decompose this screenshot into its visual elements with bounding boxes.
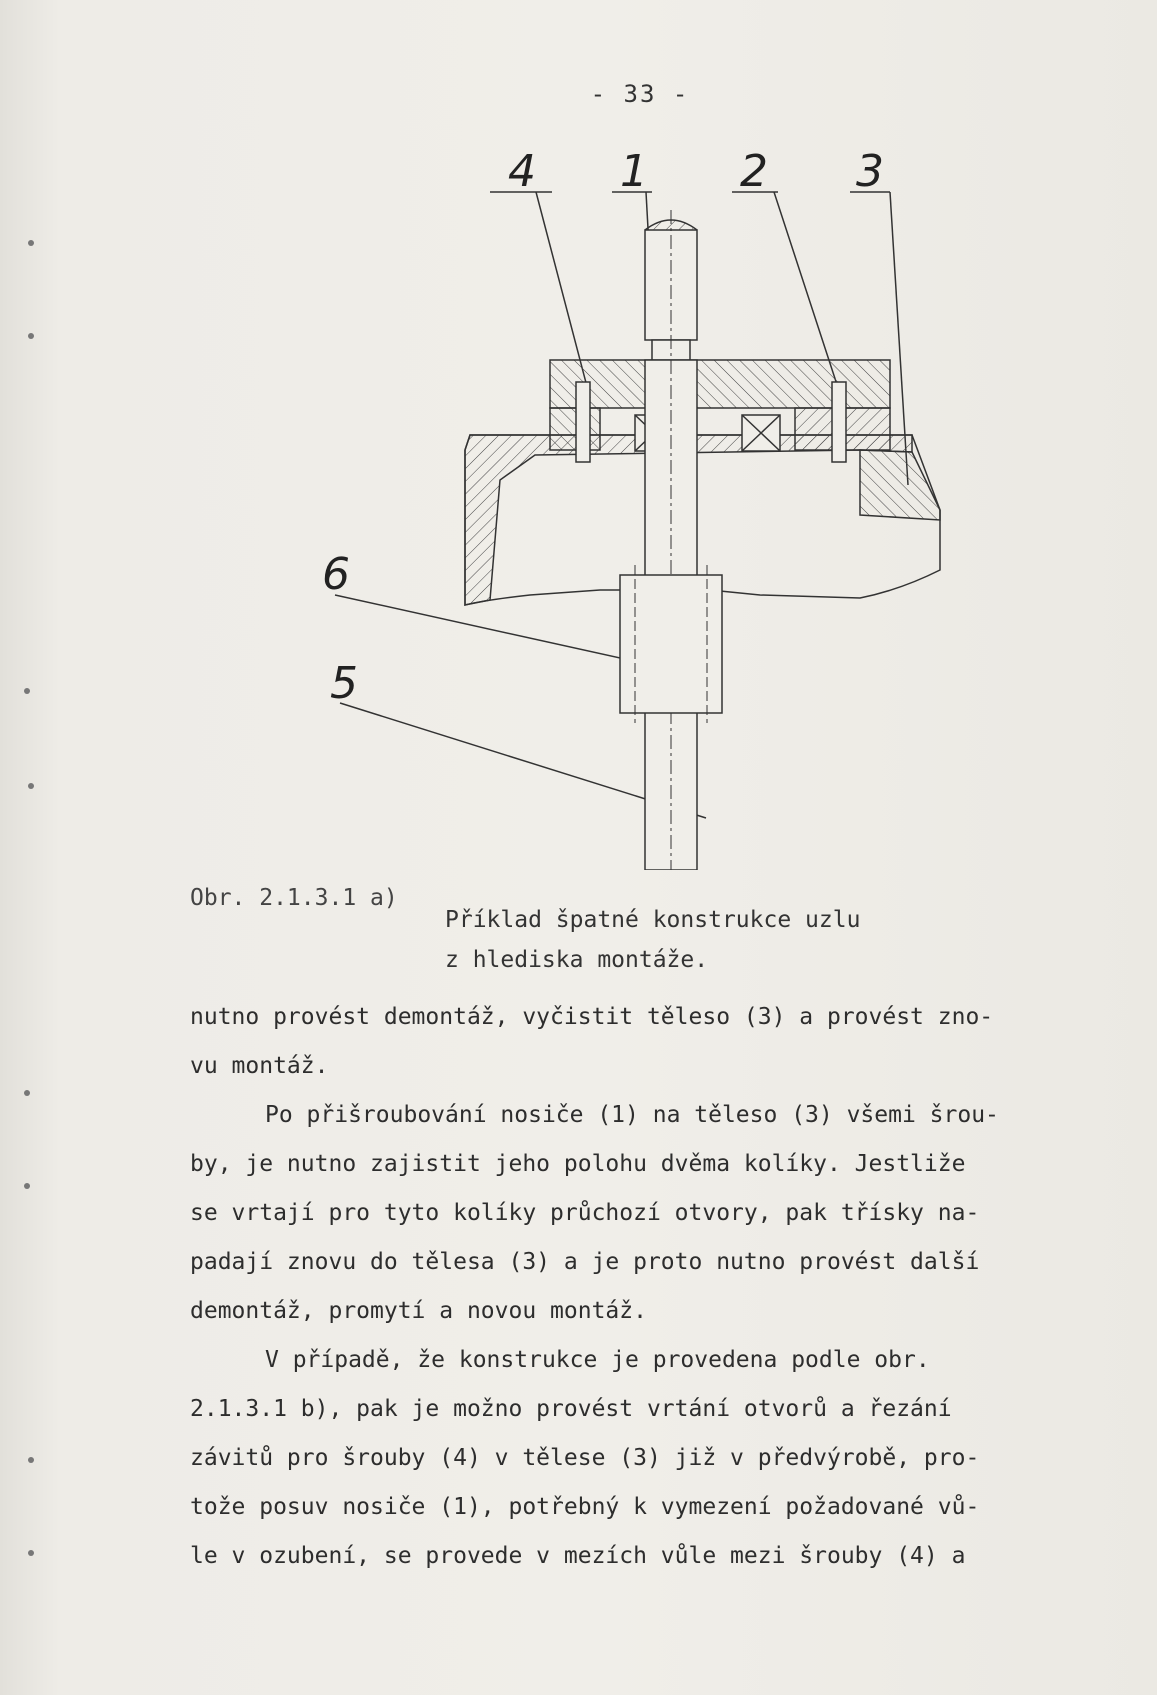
text-line: závitů pro šrouby (4) v tělese (3) již v předvýrobě, pro-	[190, 1445, 980, 1471]
body-text	[190, 993, 1090, 1581]
technical-drawing	[300, 146, 960, 870]
part-label-6: 6	[322, 549, 350, 600]
punch-mark	[28, 333, 34, 339]
text-line: se vrtají pro tyto kolíky průchozí otvory, pak třísky na-	[190, 1200, 980, 1226]
punch-mark	[24, 1090, 30, 1096]
punch-mark	[24, 1183, 30, 1189]
text-line: nutno provést demontáž, vyčistit těleso (3) a provést zno-	[190, 1004, 994, 1030]
text-line: 2.1.3.1 b), pak je možno provést vrtání otvorů a řezání	[190, 1396, 952, 1422]
part-label-3: 3	[856, 146, 884, 197]
text-line: vu montáž.	[190, 1053, 329, 1079]
part-label-5: 5	[330, 658, 358, 709]
text-line: Po přišroubování nosiče (1) na těleso (3) všemi šrou-	[265, 1102, 999, 1128]
figure-caption	[445, 900, 860, 980]
caption-line: z hlediska montáže.	[445, 947, 709, 973]
text-line: by, je nutno zajistit jeho polohu dvěma kolíky. Jestliže	[190, 1151, 966, 1177]
part-label-4: 4	[508, 146, 536, 197]
punch-mark	[24, 688, 30, 694]
text-line: demontáž, promytí a novou montáž.	[190, 1298, 647, 1324]
text-line: le v ozubení, se provede v mezích vůle mezi šrouby (4) a	[190, 1543, 966, 1569]
punch-mark	[28, 240, 34, 246]
label-leader-lines	[335, 192, 908, 818]
text-line: padají znovu do tělesa (3) a je proto nutno provést další	[190, 1249, 980, 1275]
assembly-cross-section	[300, 146, 960, 870]
part-label-2: 2	[740, 146, 768, 197]
part-label-1: 1	[620, 146, 648, 197]
punch-mark	[28, 1550, 34, 1556]
text-line: tože posuv nosiče (1), potřebný k vymezení požadované vů-	[190, 1494, 980, 1520]
page-number: - 33 -	[590, 80, 690, 108]
punch-mark	[28, 783, 34, 789]
caption-line: Příklad špatné konstrukce uzlu	[445, 907, 861, 933]
figure-number: Obr. 2.1.3.1 a)	[190, 885, 398, 911]
gear-sleeve	[620, 565, 722, 723]
text-line: V případě, že konstrukce je provedena podle obr.	[265, 1347, 930, 1373]
shaft	[645, 210, 697, 870]
punch-mark	[28, 1457, 34, 1463]
